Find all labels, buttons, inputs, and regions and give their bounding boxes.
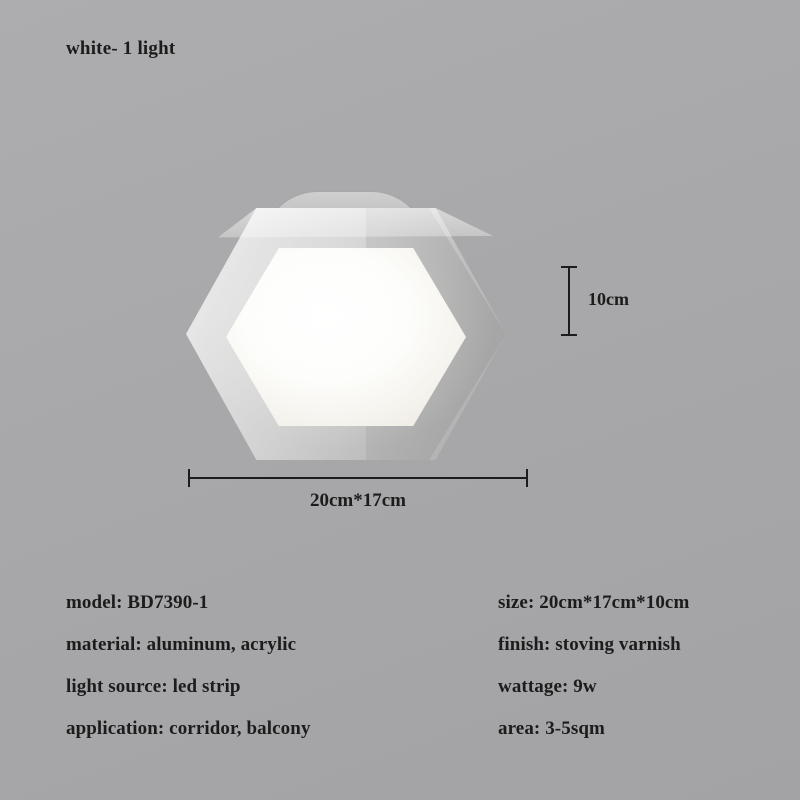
variant-title: white- 1 light — [66, 38, 176, 59]
spec-finish: finish: stoving varnish — [498, 634, 681, 655]
width-dimension-line — [188, 477, 528, 479]
product-illustration — [150, 170, 570, 490]
spec-application: application: corridor, balcony — [66, 718, 311, 739]
height-dimension-label: 10cm — [588, 289, 629, 309]
spec-row — [66, 676, 756, 698]
spec-area: area: 3-5sqm — [498, 718, 605, 739]
spec-row — [66, 718, 756, 740]
spec-row — [66, 592, 756, 614]
height-dimension-line — [568, 266, 570, 336]
width-dimension-label: 20cm*17cm — [309, 490, 407, 511]
spec-model: model: BD7390-1 — [66, 592, 209, 613]
spec-row — [66, 634, 756, 656]
spec-wattage: wattage: 9w — [498, 676, 597, 697]
specification-list — [66, 592, 756, 760]
spec-size: size: 20cm*17cm*10cm — [498, 592, 690, 613]
spec-light-source: light source: led strip — [66, 676, 241, 697]
spec-material: material: aluminum, acrylic — [66, 634, 297, 655]
